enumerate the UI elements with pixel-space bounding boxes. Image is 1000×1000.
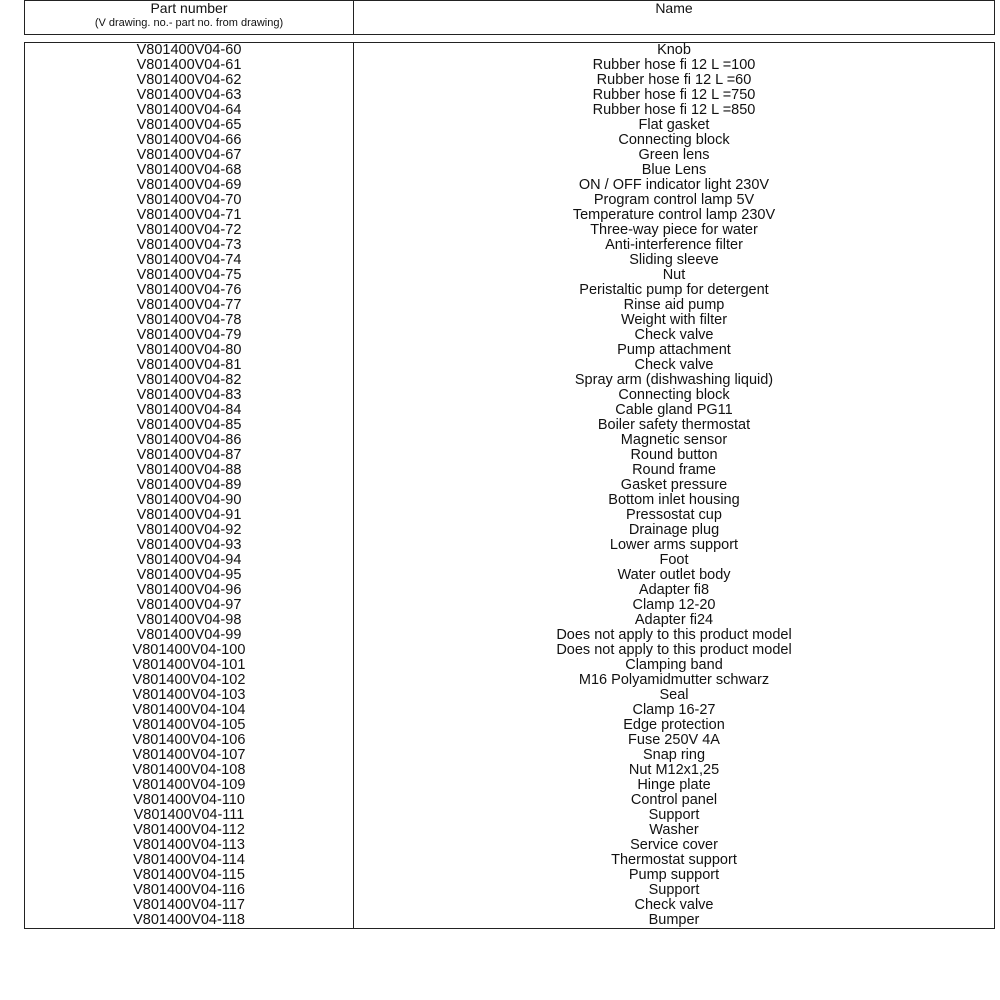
part-number-cell: V801400V04-90 [25,493,354,508]
part-number-cell: V801400V04-117 [25,898,354,913]
part-name-cell: Spray arm (dishwashing liquid) [354,373,995,388]
table-row [25,658,995,673]
part-number-cell: V801400V04-102 [25,673,354,688]
table-row [25,538,995,553]
part-number-cell: V801400V04-94 [25,553,354,568]
table-row [25,508,995,523]
table-row [25,73,995,88]
part-number-cell: V801400V04-77 [25,298,354,313]
part-name-cell: Adapter fi24 [354,613,995,628]
table-row [25,238,995,253]
table-row [25,388,995,403]
table-header-row [25,1,995,35]
table-row [25,613,995,628]
part-name-cell: Check valve [354,328,995,343]
part-name-cell: Fuse 250V 4A [354,733,995,748]
part-name-cell: Flat gasket [354,118,995,133]
part-number-cell: V801400V04-64 [25,103,354,118]
part-name-cell: Does not apply to this product model [354,628,995,643]
table-row [25,898,995,913]
part-name-cell: Bottom inlet housing [354,493,995,508]
table-row [25,553,995,568]
table-row [25,148,995,163]
part-name-cell: Round button [354,448,995,463]
table-row [25,433,995,448]
part-name-cell: Pump support [354,868,995,883]
part-name-cell: Anti-interference filter [354,238,995,253]
table-row [25,208,995,223]
table-row [25,448,995,463]
part-number-cell: V801400V04-115 [25,868,354,883]
part-name-cell: ON / OFF indicator light 230V [354,178,995,193]
part-number-cell: V801400V04-67 [25,148,354,163]
table-row [25,478,995,493]
part-number-cell: V801400V04-114 [25,853,354,868]
part-number-cell: V801400V04-63 [25,88,354,103]
part-name-cell: Control panel [354,793,995,808]
part-number-cell: V801400V04-93 [25,538,354,553]
part-name-cell: Nut M12x1,25 [354,763,995,778]
part-number-cell: V801400V04-95 [25,568,354,583]
part-name-cell: Foot [354,553,995,568]
table-row [25,853,995,868]
table-row [25,103,995,118]
part-number-cell: V801400V04-73 [25,238,354,253]
part-number-cell: V801400V04-76 [25,283,354,298]
name-header [354,1,995,35]
part-name-cell: Weight with filter [354,313,995,328]
part-number-cell: V801400V04-75 [25,268,354,283]
parts-rows [25,43,995,929]
table-row [25,178,995,193]
part-number-cell: V801400V04-78 [25,313,354,328]
part-name-cell: Magnetic sensor [354,433,995,448]
part-number-cell: V801400V04-108 [25,763,354,778]
part-number-cell: V801400V04-116 [25,883,354,898]
table-row [25,133,995,148]
part-number-cell: V801400V04-70 [25,193,354,208]
part-name-cell: Does not apply to this product model [354,643,995,658]
table-row [25,43,995,59]
part-number-cell: V801400V04-109 [25,778,354,793]
table-row [25,793,995,808]
part-name-cell: Rubber hose fi 12 L =750 [354,88,995,103]
part-number-cell: V801400V04-98 [25,613,354,628]
part-name-cell: Nut [354,268,995,283]
part-name-cell: Pressostat cup [354,508,995,523]
part-number-cell: V801400V04-71 [25,208,354,223]
part-number-cell: V801400V04-65 [25,118,354,133]
part-number-cell: V801400V04-83 [25,388,354,403]
part-number-cell: V801400V04-88 [25,463,354,478]
table-row [25,283,995,298]
part-number-cell: V801400V04-69 [25,178,354,193]
part-number-header [25,1,354,35]
part-name-cell: Edge protection [354,718,995,733]
part-number-cell: V801400V04-79 [25,328,354,343]
part-number-cell: V801400V04-92 [25,523,354,538]
part-name-cell: Support [354,883,995,898]
part-number-cell: V801400V04-96 [25,583,354,598]
part-name-cell: Washer [354,823,995,838]
table-row [25,418,995,433]
table-row [25,778,995,793]
table-row [25,373,995,388]
part-number-cell: V801400V04-107 [25,748,354,763]
part-name-cell: Rubber hose fi 12 L =100 [354,58,995,73]
table-row [25,88,995,103]
table-row [25,823,995,838]
part-name-cell: Rubber hose fi 12 L =850 [354,103,995,118]
part-number-cell: V801400V04-86 [25,433,354,448]
part-name-cell: Program control lamp 5V [354,193,995,208]
part-number-cell: V801400V04-100 [25,643,354,658]
part-number-cell: V801400V04-60 [25,43,354,59]
part-name-cell: Rubber hose fi 12 L =60 [354,73,995,88]
part-number-cell: V801400V04-72 [25,223,354,238]
table-row [25,58,995,73]
part-name-cell: Blue Lens [354,163,995,178]
table-row [25,253,995,268]
part-name-cell: Green lens [354,148,995,163]
parts-table [24,0,995,929]
table-row [25,808,995,823]
part-name-cell: Support [354,808,995,823]
table-row [25,583,995,598]
part-name-cell: Sliding sleeve [354,253,995,268]
part-name-cell: Service cover [354,838,995,853]
part-name-cell: Three-way piece for water [354,223,995,238]
part-number-cell: V801400V04-61 [25,58,354,73]
part-name-cell: Pump attachment [354,343,995,358]
table-row [25,298,995,313]
name-header-title: Name [655,0,693,16]
part-name-cell: Boiler safety thermostat [354,418,995,433]
part-name-cell: Thermostat support [354,853,995,868]
part-name-cell: Seal [354,688,995,703]
part-name-cell: Hinge plate [354,778,995,793]
part-number-cell: V801400V04-81 [25,358,354,373]
part-number-cell: V801400V04-82 [25,373,354,388]
part-number-cell: V801400V04-97 [25,598,354,613]
table-row [25,643,995,658]
table-row [25,313,995,328]
table-row [25,118,995,133]
part-number-cell: V801400V04-66 [25,133,354,148]
part-name-cell: Connecting block [354,388,995,403]
part-name-cell: Lower arms support [354,538,995,553]
part-name-cell: Snap ring [354,748,995,763]
part-number-cell: V801400V04-105 [25,718,354,733]
table-row [25,268,995,283]
table-row [25,718,995,733]
part-name-cell: Bumper [354,913,995,929]
table-row [25,403,995,418]
part-number-cell: V801400V04-84 [25,403,354,418]
part-number-cell: V801400V04-118 [25,913,354,929]
part-number-cell: V801400V04-99 [25,628,354,643]
table-row [25,193,995,208]
part-name-cell: Adapter fi8 [354,583,995,598]
table-row [25,223,995,238]
part-name-cell: Water outlet body [354,568,995,583]
part-name-cell: Connecting block [354,133,995,148]
table-row [25,463,995,478]
part-number-cell: V801400V04-111 [25,808,354,823]
part-name-cell: Clamp 12-20 [354,598,995,613]
part-name-cell: Drainage plug [354,523,995,538]
table-row [25,703,995,718]
part-name-cell: Temperature control lamp 230V [354,208,995,223]
table-row [25,763,995,778]
part-number-cell: V801400V04-106 [25,733,354,748]
table-row [25,568,995,583]
table-row [25,913,995,929]
part-number-cell: V801400V04-110 [25,793,354,808]
part-number-header-title: Part number [150,0,228,16]
part-number-cell: V801400V04-87 [25,448,354,463]
header-spacer [25,35,995,43]
part-name-cell: M16 Polyamidmutter schwarz [354,673,995,688]
table-row [25,358,995,373]
part-name-cell: Round frame [354,463,995,478]
table-row [25,838,995,853]
part-name-cell: Cable gland PG11 [354,403,995,418]
part-number-cell: V801400V04-80 [25,343,354,358]
table-row [25,163,995,178]
table-row [25,868,995,883]
table-row [25,733,995,748]
table-row [25,493,995,508]
part-number-cell: V801400V04-89 [25,478,354,493]
part-number-cell: V801400V04-74 [25,253,354,268]
table-row [25,883,995,898]
table-row [25,343,995,358]
table-row [25,628,995,643]
table-row [25,598,995,613]
part-name-cell: Rinse aid pump [354,298,995,313]
part-number-cell: V801400V04-104 [25,703,354,718]
part-name-cell: Clamp 16-27 [354,703,995,718]
part-name-cell: Check valve [354,898,995,913]
part-name-cell: Clamping band [354,658,995,673]
part-number-cell: V801400V04-62 [25,73,354,88]
table-row [25,523,995,538]
table-row [25,688,995,703]
part-number-cell: V801400V04-91 [25,508,354,523]
parts-list-sheet [24,0,994,929]
part-number-cell: V801400V04-85 [25,418,354,433]
table-row [25,748,995,763]
part-name-cell: Gasket pressure [354,478,995,493]
part-name-cell: Check valve [354,358,995,373]
table-row [25,673,995,688]
part-number-cell: V801400V04-103 [25,688,354,703]
part-number-cell: V801400V04-112 [25,823,354,838]
part-number-cell: V801400V04-113 [25,838,354,853]
part-name-cell: Peristaltic pump for detergent [354,283,995,298]
part-number-header-note: (V drawing. no.- part no. from drawing) [94,17,284,29]
part-name-cell: Knob [354,43,995,59]
part-number-cell: V801400V04-68 [25,163,354,178]
part-number-cell: V801400V04-101 [25,658,354,673]
table-row [25,328,995,343]
